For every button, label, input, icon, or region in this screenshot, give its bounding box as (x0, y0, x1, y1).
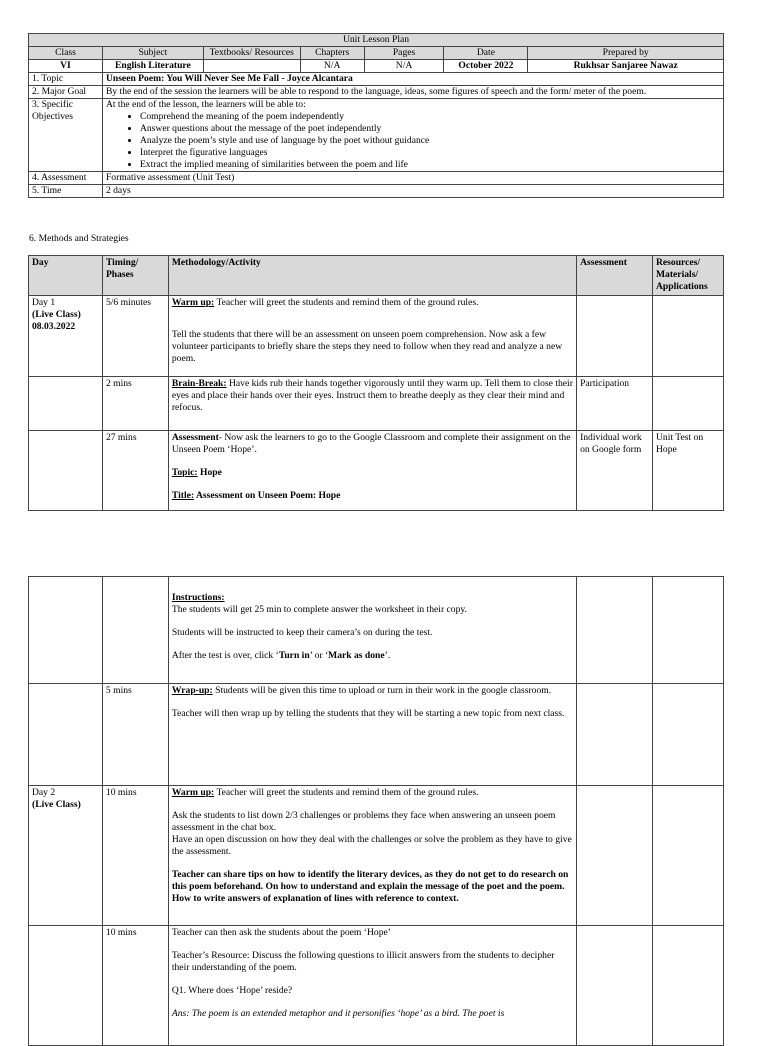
header-methodology: Methodology/Activity (168, 256, 576, 296)
wrapup-p2: Teacher will then wrap up by telling the students that they will be starting a new topic from next class. (171, 707, 565, 719)
resources-cell (653, 926, 724, 1046)
value-subject: English Literature (102, 59, 203, 72)
header-prepared-by: Prepared by (528, 46, 724, 59)
instructions-label: Instructions: (171, 592, 225, 603)
brain-break-label: Brain-Break: (171, 378, 227, 389)
activity-cell (168, 926, 576, 1046)
lesson-plan-table (28, 33, 724, 198)
objective-item: • Comprehend the meaning of the poem independently (140, 111, 720, 123)
question-1: Q1. Where does ‘Hope’ reside? (171, 984, 293, 996)
day1-date: 08.03.2022 (32, 320, 76, 332)
header-resources: Resources/ Materials/ Applications (653, 256, 724, 296)
warmup-tips: Teacher can share tips on how to identify the literary devices, as they do not get to do research on this poem beforehand. On how to understand and explain the message of the poet and the poem. How to write answers of explanation of lines with reference to context. (171, 868, 569, 904)
warmup-text: Teacher will greet the students and remind them of the ground rules. (214, 297, 479, 308)
activity-cell (168, 577, 576, 684)
timing-cell: 10 mins (102, 786, 168, 926)
resources-cell: Unit Test on Hope (653, 431, 724, 511)
assessment-label: 4. Assessment (29, 171, 103, 184)
time-value: 2 days (102, 184, 723, 197)
methods-table-continued (28, 576, 724, 1046)
objective-item: • Answer questions about the message of the poet independently (140, 123, 720, 135)
methods-strategies-label: 6. Methods and Strategies (29, 233, 129, 244)
day-cell (29, 431, 103, 511)
value-chapters: N/A (300, 59, 364, 72)
instruction-line: Students will be instructed to keep their camera’s on during the test. (171, 626, 433, 638)
objectives-value (102, 98, 723, 171)
objectives-intro: At the end of the lesson, the learners will be able to: (105, 98, 306, 110)
header-timing: Timing/ Phases (102, 256, 168, 296)
warmup-label: Warm up: (171, 297, 215, 308)
title-text: Assessment on Unseen Poem: Hope (194, 489, 341, 501)
title-label: Title: (171, 489, 195, 501)
assessment-cell: Participation (577, 377, 653, 431)
value-pages: N/A (364, 59, 444, 72)
activity-text: Tell the students that there will be an assessment on unseen poem comprehension. Now ask a few volunteer participants to briefly share the steps they need to follow when they read and analyze a new poem. (171, 328, 563, 364)
topic-label: Topic: (171, 466, 198, 478)
header-date: Date (444, 46, 528, 59)
resources-cell (653, 296, 724, 377)
header-pages: Pages (364, 46, 444, 59)
timing-cell: 2 mins (102, 377, 168, 431)
resources-cell (653, 377, 724, 431)
topic-value: Unseen Poem: You Will Never See Me Fall - Joyce Alcantara (102, 72, 723, 85)
activity-cell (168, 296, 576, 377)
assessment-cell (577, 926, 653, 1046)
methods-table (28, 255, 724, 511)
day1-label: Day 1 (32, 297, 56, 308)
resources-cell (653, 786, 724, 926)
header-class: Class (29, 46, 103, 59)
assessment-cell (577, 684, 653, 786)
resources-cell (653, 684, 724, 786)
value-class: VI (29, 59, 103, 72)
assessment-value: Formative assessment (Unit Test) (102, 171, 723, 184)
warmup-text: Teacher will greet the students and remind them of the ground rules. (214, 787, 479, 798)
day-cell (29, 377, 103, 431)
resources-cell (653, 577, 724, 684)
assessment-cell (577, 296, 653, 377)
activity-cell (168, 786, 576, 926)
value-textbooks (203, 59, 300, 72)
assessment-activity-text: - Now ask the learners to go to the Google Classroom and complete their assignment on the Unseen Poem ‘Hope’. (171, 432, 571, 455)
day-cell (29, 684, 103, 786)
day-cell (29, 577, 103, 684)
brain-break-text: Have kids rub their hands together vigorously until they warm up. Tell them to close their eyes and place their hands over their eyes. Instruct them to breathe deeply as they clear their mind and refocus. (171, 378, 573, 413)
objective-item: • Analyze the poem’s style and use of language by the poet without guidance (140, 135, 720, 147)
warmup-p2: Ask the students to list down 2/3 challenges or problems they face when answering an unseen poem assessment in the chat box. (171, 809, 556, 833)
time-label: 5. Time (29, 184, 103, 197)
timing-cell (102, 577, 168, 684)
objective-item: • Interpret the figurative languages (140, 147, 720, 159)
topic-text: Hope (197, 466, 222, 478)
timing-cell: 27 mins (102, 431, 168, 511)
assessment-cell: Individual work on Google form (577, 431, 653, 511)
wrapup-label: Wrap-up: (171, 685, 213, 696)
wrapup-text: Students will be given this time to upload or turn in their work in the google classroom. (212, 685, 552, 696)
warmup-label: Warm up: (171, 787, 215, 798)
header-chapters: Chapters (300, 46, 364, 59)
plan-title: Unit Lesson Plan (29, 34, 724, 47)
header-day: Day (29, 256, 103, 296)
day2-mode: (Live Class) (32, 798, 81, 810)
objective-item: • Extract the implied meaning of similarities between the poem and life (140, 159, 720, 171)
assessment-cell (577, 577, 653, 684)
day1-cell (29, 296, 103, 377)
activity-cell (168, 377, 576, 431)
objectives-label: 3. Specific Objectives (29, 98, 103, 171)
warmup-p3: Have an open discussion on how they deal with the challenges or solve the problem as they have to give the assessment. (171, 833, 572, 857)
day1-mode: (Live Class) (32, 308, 81, 320)
objectives-list (106, 111, 720, 171)
goal-value: By the end of the session the learners will be able to respond to the language, ideas, some figures of speech and the form/ meter of the poem. (102, 85, 723, 98)
assessment-activity-label: Assessment (171, 432, 219, 443)
header-textbooks: Textbooks/ Resources (203, 46, 300, 59)
instruction-line: After the test is over, click ‘Turn in’ or ‘Mark as done’. (171, 649, 391, 661)
goal-label: 2. Major Goal (29, 85, 103, 98)
topic-label: 1. Topic (29, 72, 103, 85)
r7-p1: Teacher can then ask the students about the poem ‘Hope’ (171, 927, 391, 938)
value-date: October 2022 (444, 59, 528, 72)
value-prepared-by: Rukhsar Sanjaree Nawaz (528, 59, 724, 72)
header-subject: Subject (102, 46, 203, 59)
activity-cell (168, 684, 576, 786)
timing-cell: 10 mins (102, 926, 168, 1046)
day2-label: Day 2 (32, 787, 56, 798)
day2-cell (29, 786, 103, 926)
assessment-cell (577, 786, 653, 926)
instruction-line: The students will get 25 min to complete answer the worksheet in their copy. (171, 603, 467, 615)
r7-p2: Teacher’s Resource: Discuss the following questions to illicit answers from the students to decipher their understanding of the poem. (171, 949, 555, 973)
day-cell (29, 926, 103, 1046)
header-assessment: Assessment (577, 256, 653, 296)
timing-cell: 5 mins (102, 684, 168, 786)
answer-1: Ans: The poem is an extended metaphor and it personifies ‘hope’ as a bird. The poet is (171, 1007, 505, 1019)
activity-cell (168, 431, 576, 511)
timing-cell: 5/6 minutes (102, 296, 168, 377)
